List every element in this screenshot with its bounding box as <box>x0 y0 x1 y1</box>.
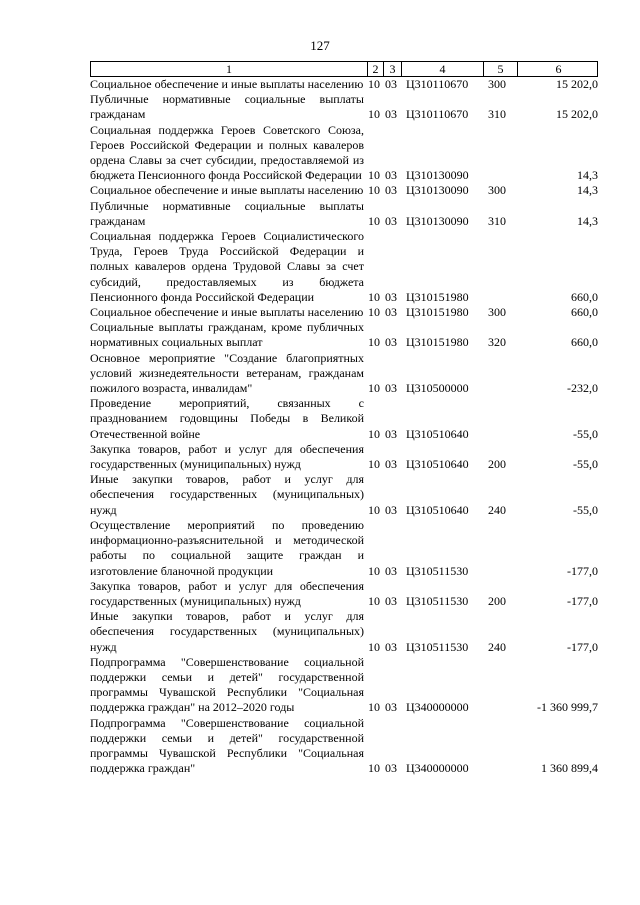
row-amount: -232,0 <box>567 381 598 396</box>
row-name: Иные закупки товаров, работ и услуг для обеспечения государственных (муниципальных) нужд <box>90 472 364 517</box>
row-subsection: 03 <box>385 289 397 304</box>
row-target-item: Ц340000000 <box>406 700 469 715</box>
table-row <box>90 396 598 442</box>
row-name: Социальная поддержка Героев Социалистического Труда, Героев Труда Российской Федерации и полных кавалеров ордена Трудовой Славы за счет субсидий, предоставляемых из бюджета Пенсионного фонда Российской Федерации <box>90 229 364 304</box>
row-subsection: 03 <box>385 563 397 578</box>
table-row <box>90 579 598 609</box>
row-subsection: 03 <box>385 335 397 350</box>
row-name: Социальное обеспечение и иные выплаты населению <box>90 305 364 320</box>
row-target-item: Ц310510640 <box>406 457 469 472</box>
row-name: Закупка товаров, работ и услуг для обеспечения государственных (муниципальных) нужд <box>90 578 364 608</box>
budget-table <box>90 61 598 776</box>
table-row <box>90 716 598 777</box>
row-amount: -55,0 <box>573 457 598 472</box>
table-row <box>90 92 598 122</box>
row-name: Закупка товаров, работ и услуг для обеспечения государственных (муниципальных) нужд <box>90 441 364 472</box>
row-subsection: 03 <box>385 381 397 396</box>
page-number: 127 <box>310 38 330 53</box>
row-section: 10 <box>368 213 380 228</box>
table-row <box>90 229 598 305</box>
row-section: 10 <box>368 183 380 198</box>
header-cell-2: 2 <box>367 62 383 76</box>
row-target-item: Ц310511530 <box>406 593 469 608</box>
row-section: 10 <box>368 289 380 304</box>
header-cell-3: 3 <box>383 62 401 76</box>
row-name: Социальные выплаты гражданам, кроме публичных нормативных социальных выплат <box>90 320 364 350</box>
row-subsection: 03 <box>385 593 397 608</box>
row-expense-type: 200 <box>488 593 506 608</box>
header-cell-4: 4 <box>401 62 483 76</box>
row-subsection: 03 <box>385 502 397 517</box>
row-amount: 660,0 <box>571 289 598 304</box>
row-target-item: Ц310130090 <box>406 183 469 198</box>
row-expense-type: 200 <box>488 457 506 472</box>
row-target-item: Ц310500000 <box>406 381 469 396</box>
row-expense-type: 240 <box>488 502 506 517</box>
row-subsection: 03 <box>385 213 397 228</box>
header-cell-5: 5 <box>483 62 517 76</box>
row-section: 10 <box>368 593 380 608</box>
row-expense-type: 240 <box>488 639 506 654</box>
table-body <box>90 77 598 776</box>
row-subsection: 03 <box>385 761 397 776</box>
row-amount: -55,0 <box>573 426 598 441</box>
row-target-item: Ц310130090 <box>406 168 469 183</box>
row-target-item: Ц340000000 <box>406 761 469 776</box>
row-subsection: 03 <box>385 639 397 654</box>
row-target-item: Ц310110670 <box>406 107 469 122</box>
row-target-item: Ц310510640 <box>406 426 469 441</box>
row-section: 10 <box>368 563 380 578</box>
row-subsection: 03 <box>385 168 397 183</box>
row-subsection: 03 <box>385 457 397 472</box>
row-amount: 14,3 <box>577 168 598 183</box>
row-subsection: 03 <box>385 77 397 91</box>
row-section: 10 <box>368 700 380 715</box>
row-section: 10 <box>368 305 380 320</box>
row-section: 10 <box>368 335 380 350</box>
row-subsection: 03 <box>385 183 397 198</box>
row-amount: -177,0 <box>567 639 598 654</box>
row-name: Публичные нормативные социальные выплаты гражданам <box>90 198 364 228</box>
table-row <box>90 77 598 92</box>
row-section: 10 <box>368 426 380 441</box>
row-section: 10 <box>368 77 380 91</box>
row-name: Публичные нормативные социальные выплаты гражданам <box>90 92 364 122</box>
row-subsection: 03 <box>385 700 397 715</box>
header-cell-1: 1 <box>226 62 232 76</box>
table-row <box>90 183 598 198</box>
header-cell-6: 6 <box>517 62 599 76</box>
row-expense-type: 310 <box>488 213 506 228</box>
table-row <box>90 655 598 716</box>
row-name: Социальная поддержка Героев Советского Союза, Героев Российской Федерации и полных кавалеров ордена Славы за счет субсидии, предоставляемой из бюджета Пенсионного фонда Российской Федерации <box>90 122 364 183</box>
row-amount: 1 360 899,4 <box>541 761 598 776</box>
row-amount: 15 202,0 <box>556 77 598 91</box>
table-row <box>90 320 598 350</box>
row-amount: 660,0 <box>571 305 598 320</box>
row-amount: -1 360 999,7 <box>537 700 598 715</box>
row-amount: 660,0 <box>571 335 598 350</box>
row-amount: -55,0 <box>573 502 598 517</box>
row-name: Осуществление мероприятий по проведению информационно-разъяснительной и методической работы по социальной защите граждан и изготовление бланочной продукции <box>90 517 364 578</box>
row-target-item: Ц310151980 <box>406 289 469 304</box>
row-section: 10 <box>368 502 380 517</box>
table-row <box>90 305 598 320</box>
row-expense-type: 300 <box>488 77 506 91</box>
row-name: Подпрограмма "Совершенствование социальной поддержки семьи и детей" государственной программы Чувашской Республики "Социальная поддержка граждан" на 2012–2020 годы <box>90 654 364 715</box>
table-row <box>90 518 598 579</box>
row-name: Основное мероприятие "Создание благоприятных условий жизнедеятельности ветеранам, гражданам пожилого возраста, инвалидам" <box>90 350 364 396</box>
row-name: Подпрограмма "Совершенствование социальной поддержки семьи и детей" государственной программы Чувашской Республики "Социальная поддержка граждан" <box>90 715 364 776</box>
row-section: 10 <box>368 107 380 122</box>
row-section: 10 <box>368 168 380 183</box>
table-row <box>90 123 598 184</box>
row-expense-type: 300 <box>488 305 506 320</box>
row-name: Проведение мероприятий, связанных с празднованием годовщины Победы в Великой Отечественной войне <box>90 396 364 441</box>
row-amount: 14,3 <box>577 213 598 228</box>
row-expense-type: 300 <box>488 183 506 198</box>
table-row <box>90 609 598 655</box>
row-amount: -177,0 <box>567 593 598 608</box>
row-target-item: Ц310151980 <box>406 305 469 320</box>
row-target-item: Ц310151980 <box>406 335 469 350</box>
row-section: 10 <box>368 457 380 472</box>
table-row <box>90 442 598 472</box>
row-amount: 15 202,0 <box>556 107 598 122</box>
table-header-row <box>90 61 598 77</box>
row-expense-type: 320 <box>488 335 506 350</box>
row-target-item: Ц310110670 <box>406 77 469 91</box>
row-amount: 14,3 <box>577 183 598 198</box>
row-section: 10 <box>368 639 380 654</box>
row-subsection: 03 <box>385 305 397 320</box>
row-expense-type: 310 <box>488 107 506 122</box>
row-name: Социальное обеспечение и иные выплаты населению <box>90 77 364 91</box>
row-target-item: Ц310511530 <box>406 639 469 654</box>
row-target-item: Ц310511530 <box>406 563 469 578</box>
table-row <box>90 351 598 397</box>
row-subsection: 03 <box>385 426 397 441</box>
table-row <box>90 472 598 518</box>
row-target-item: Ц310130090 <box>406 213 469 228</box>
row-section: 10 <box>368 761 380 776</box>
table-row <box>90 199 598 229</box>
row-subsection: 03 <box>385 107 397 122</box>
row-name: Социальное обеспечение и иные выплаты населению <box>90 183 364 198</box>
row-name: Иные закупки товаров, работ и услуг для обеспечения государственных (муниципальных) нужд <box>90 609 364 654</box>
row-amount: -177,0 <box>567 563 598 578</box>
row-target-item: Ц310510640 <box>406 502 469 517</box>
row-section: 10 <box>368 381 380 396</box>
